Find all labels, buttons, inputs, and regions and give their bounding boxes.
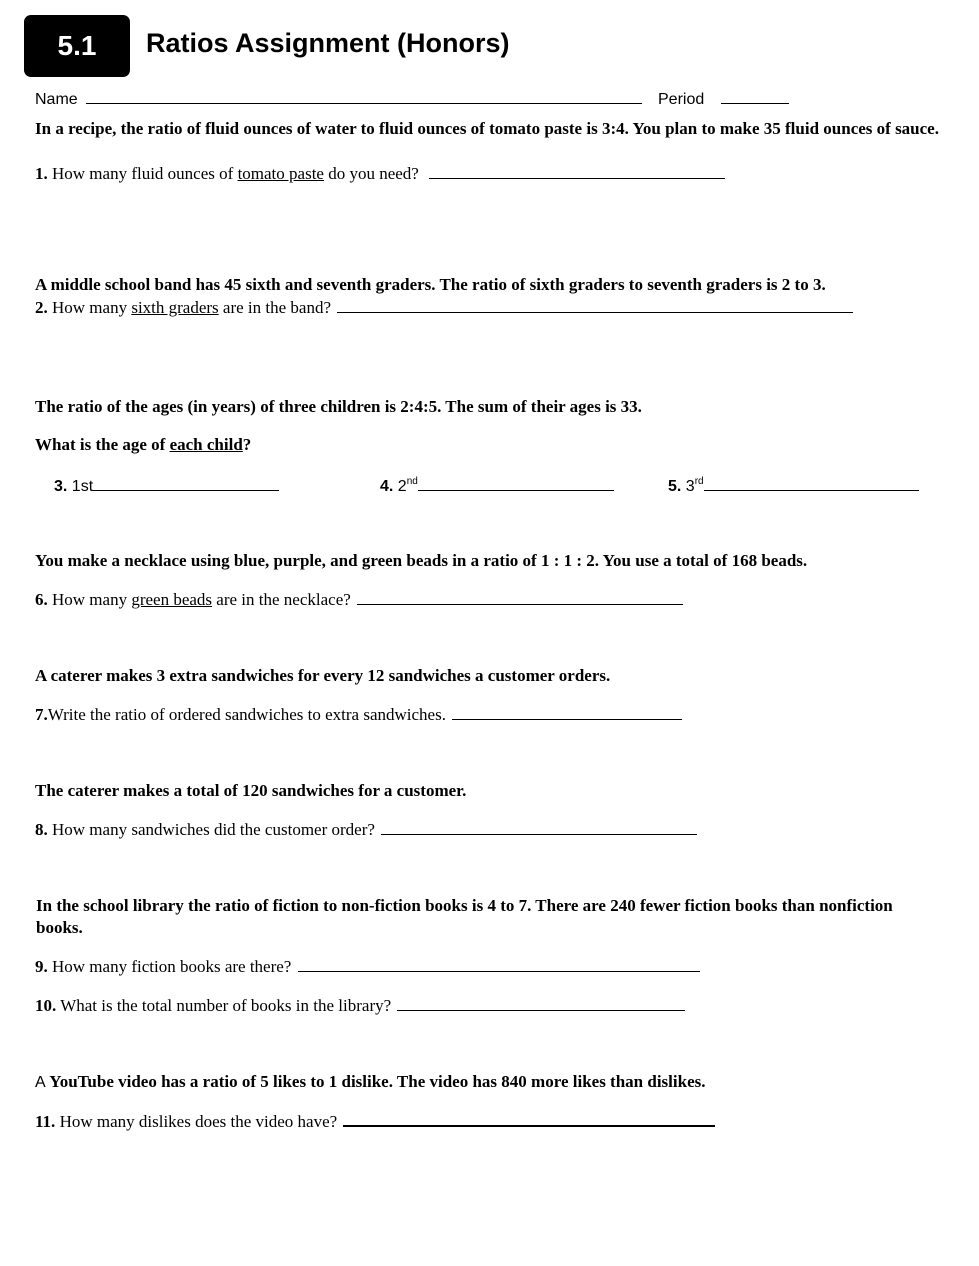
ages-prompt	[35, 435, 251, 455]
question-5	[668, 475, 919, 496]
question-1	[35, 163, 725, 184]
question-10	[35, 995, 685, 1016]
problem-stem-caterer: A caterer makes 3 extra sandwiches for every 12 sandwiches a customer orders.	[35, 666, 611, 685]
question-4	[380, 475, 614, 496]
answer-blank-1[interactable]	[429, 163, 725, 179]
question-text: How many dislikes does the video have?	[59, 1112, 338, 1131]
question-number: 2.	[35, 298, 48, 317]
answer-blank-10[interactable]	[397, 995, 685, 1011]
page-title: Ratios Assignment (Honors)	[146, 28, 510, 58]
stem-text: YouTube video has a ratio of 5 likes to 1 dislike. The video has 840 more likes than dislikes.	[49, 1072, 706, 1091]
answer-blank-4[interactable]	[418, 475, 614, 491]
question-9	[35, 956, 700, 977]
answer-blank-9[interactable]	[298, 956, 700, 972]
question-number: 5.	[668, 478, 682, 495]
lesson-number: 5.1	[57, 30, 97, 61]
question-text: are in the band?	[222, 298, 332, 317]
question-text: How many sandwiches did the customer order?	[52, 820, 375, 839]
prompt-text: ?	[242, 435, 252, 454]
question-6	[35, 589, 683, 610]
question-label: 2	[397, 478, 407, 495]
name-label: Name	[35, 91, 78, 108]
question-number: 1.	[35, 164, 48, 183]
question-text: How many	[52, 590, 128, 609]
question-number: 11.	[35, 1112, 56, 1131]
answer-blank-3[interactable]	[93, 475, 279, 491]
question-2	[35, 297, 853, 318]
question-number: 9.	[35, 957, 48, 976]
question-text: Write the ratio of ordered sandwiches to extra sandwiches.	[47, 705, 446, 724]
prompt-text: What is the age of	[35, 435, 166, 454]
problem-stem-band: A middle school band has 45 sixth and seventh graders. The ratio of sixth graders to seventh graders is 2 to 3.	[35, 275, 826, 294]
answer-blank-7[interactable]	[452, 704, 682, 720]
problem-stem-ages: The ratio of the ages (in years) of three children is 2:4:5. The sum of their ages is 33.	[35, 397, 642, 416]
question-number: 6.	[35, 590, 48, 609]
question-emphasis: sixth graders	[131, 298, 219, 317]
ordinal-suffix: nd	[406, 476, 418, 487]
question-text: do you need?	[328, 164, 419, 183]
question-text: are in the necklace?	[216, 590, 351, 609]
question-number: 4.	[380, 478, 394, 495]
question-label: 3	[685, 478, 695, 495]
ordinal-suffix: rd	[694, 476, 704, 487]
name-blank[interactable]	[86, 88, 642, 104]
question-emphasis: tomato paste	[237, 164, 324, 183]
question-text: What is the total number of books in the library?	[60, 996, 392, 1015]
question-text: How many fiction books are there?	[52, 957, 292, 976]
question-number: 8.	[35, 820, 48, 839]
lesson-number-badge	[24, 15, 130, 77]
answer-blank-2[interactable]	[337, 297, 853, 313]
question-number: 3.	[54, 478, 68, 495]
period-blank[interactable]	[721, 88, 789, 104]
stem-first-letter: A	[35, 1074, 46, 1091]
question-11	[35, 1110, 715, 1132]
question-number: 7.	[35, 705, 48, 724]
question-emphasis: green beads	[131, 590, 213, 609]
question-text: How many fluid ounces of	[52, 164, 234, 183]
answer-blank-5[interactable]	[704, 475, 919, 491]
name-row	[35, 88, 642, 109]
problem-stem-necklace: You make a necklace using blue, purple, and green beads in a ratio of 1 : 1 : 2. You use a total of 168 beads.	[35, 551, 808, 570]
period-label: Period	[658, 91, 705, 108]
problem-stem-youtube	[35, 1071, 940, 1094]
answer-blank-8[interactable]	[381, 819, 697, 835]
answer-blank-11[interactable]	[343, 1110, 715, 1127]
question-number: 10.	[35, 996, 57, 1015]
question-8	[35, 819, 697, 840]
problem-stem-library: In the school library the ratio of fiction to non-fiction books is 4 to 7. There are 240 fewer fiction books than nonfiction books.	[36, 896, 893, 937]
question-label: 1st	[71, 478, 94, 495]
question-3	[54, 475, 279, 496]
prompt-emphasis: each child	[169, 435, 243, 454]
problem-stem-caterer-total: The caterer makes a total of 120 sandwiches for a customer.	[35, 781, 467, 800]
question-7	[35, 704, 682, 725]
problem-stem-recipe: In a recipe, the ratio of fluid ounces of water to fluid ounces of tomato paste is 3:4. You plan to make 35 fluid ounces of sauce.	[35, 119, 939, 138]
period-row	[658, 88, 789, 109]
question-text: How many	[52, 298, 128, 317]
answer-blank-6[interactable]	[357, 589, 683, 605]
